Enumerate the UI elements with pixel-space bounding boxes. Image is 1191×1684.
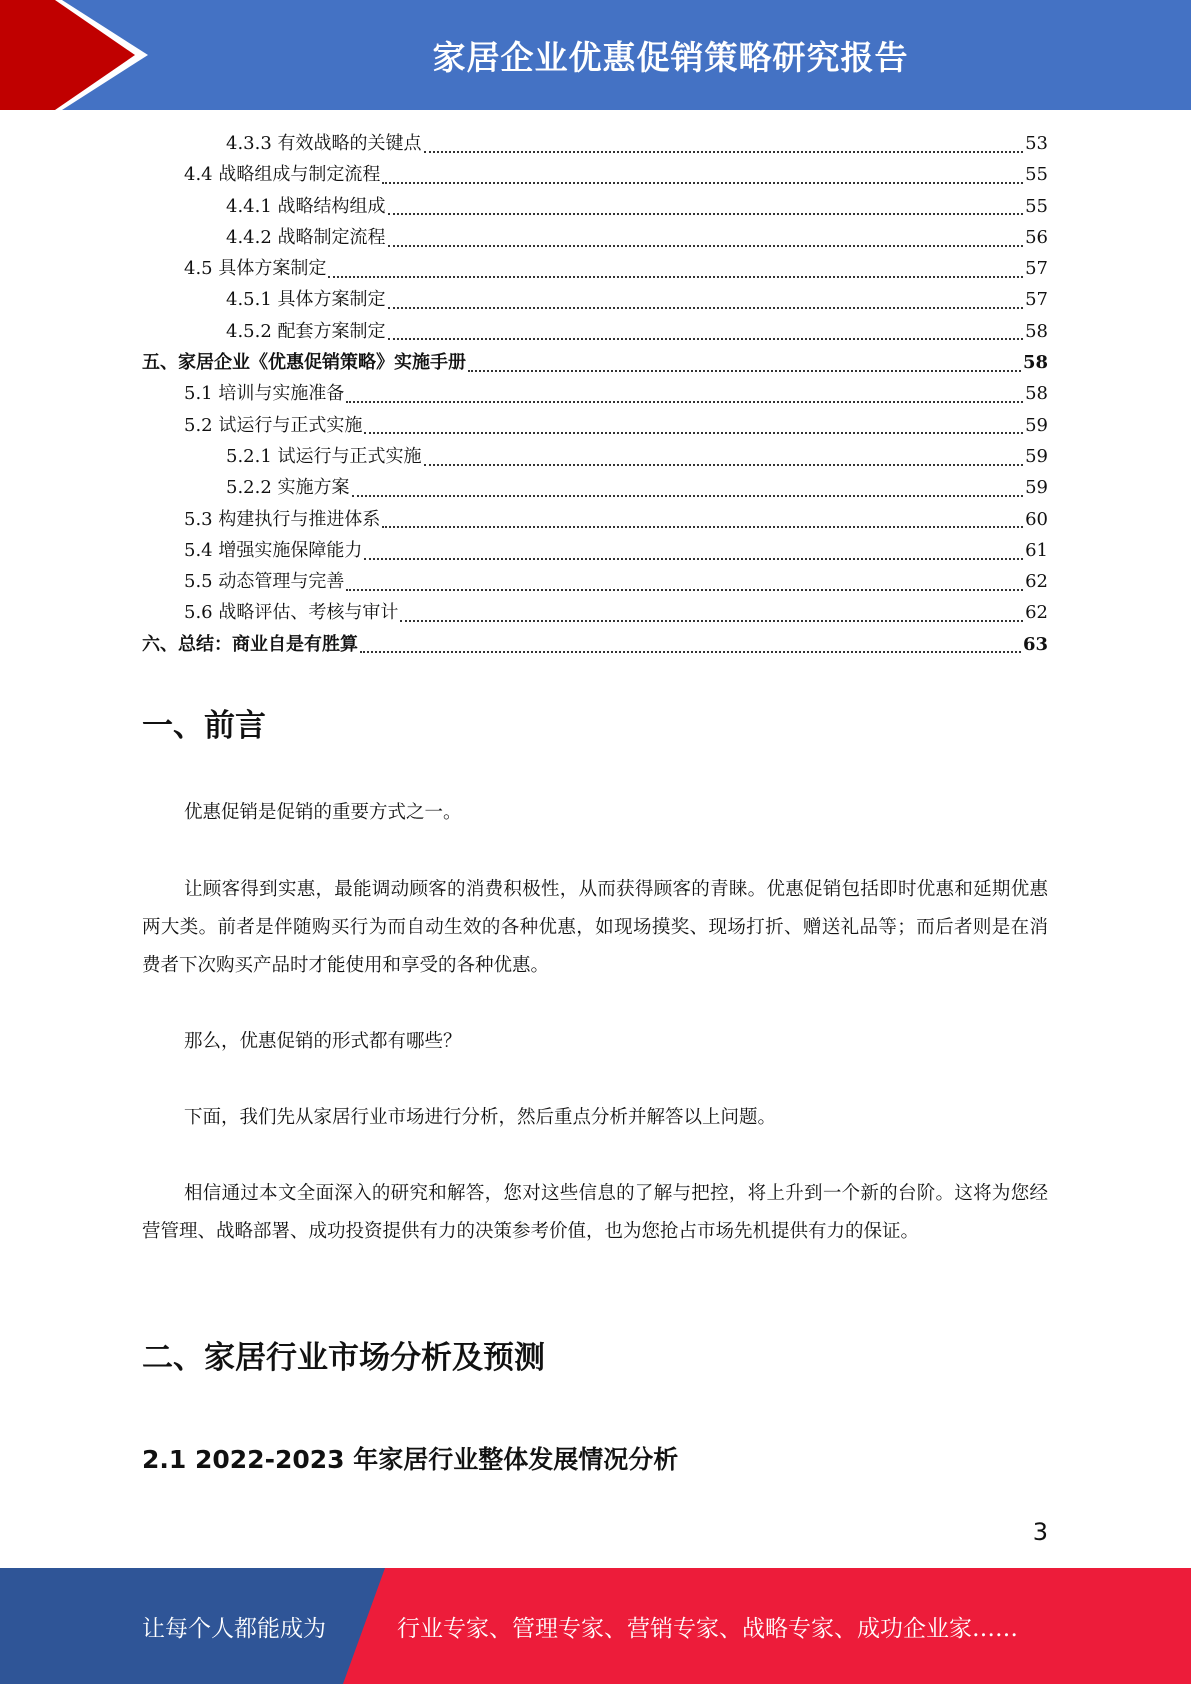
toc-page: 57 bbox=[1025, 289, 1048, 311]
toc-label: 5.6 战略评估、考核与审计 bbox=[184, 602, 399, 624]
page-number: 3 bbox=[1032, 1518, 1048, 1546]
toc-label: 4.3.3 有效战略的关键点 bbox=[226, 133, 422, 154]
paragraph: 让顾客得到实惠，最能调动顾客的消费积极性，从而获得顾客的青睐。优惠促销包括即时优惠和延期优惠两大类。前者是伴随购买行为而自动生效的各种优惠，如现场摸奖、现场打折、赠送礼品等；而后者则是在消费者下次购买产品时才能使用和享受的各种优惠。 bbox=[142, 879, 1048, 976]
toc-leader bbox=[388, 307, 1024, 309]
toc-leader bbox=[364, 432, 1023, 434]
toc-entry[interactable] bbox=[142, 597, 1048, 628]
toc-label: 5.5 动态管理与完善 bbox=[184, 571, 345, 593]
toc-leader bbox=[388, 245, 1024, 247]
toc-label: 4.4 战略组成与制定流程 bbox=[184, 164, 381, 186]
toc-entry[interactable] bbox=[142, 410, 1048, 441]
toc-label: 五、家居企业《优惠促销策略》实施手册 bbox=[142, 352, 466, 374]
toc-entry[interactable] bbox=[142, 191, 1048, 222]
toc-leader bbox=[468, 370, 1021, 372]
toc-leader bbox=[352, 495, 1024, 497]
toc-leader bbox=[424, 464, 1024, 466]
toc-label: 5.4 增强实施保障能力 bbox=[184, 539, 363, 561]
toc-leader bbox=[382, 526, 1023, 528]
toc-leader bbox=[360, 651, 1021, 653]
toc-entry[interactable] bbox=[142, 128, 1048, 159]
toc-label: 4.5.2 配套方案制定 bbox=[226, 320, 386, 342]
toc-entry[interactable] bbox=[142, 347, 1048, 378]
toc-entry[interactable] bbox=[142, 441, 1048, 472]
toc-entry[interactable] bbox=[142, 629, 1048, 660]
toc-label: 六、总结：商业自是有胜算 bbox=[142, 633, 358, 655]
paragraph: 下面，我们先从家居行业市场进行分析，然后重点分析并解答以上问题。 bbox=[184, 1107, 777, 1128]
toc-entry[interactable] bbox=[142, 566, 1048, 597]
toc-page: 56 bbox=[1025, 226, 1048, 248]
toc-label: 5.2.2 实施方案 bbox=[226, 477, 350, 499]
toc-leader bbox=[382, 182, 1023, 184]
toc-entry[interactable] bbox=[142, 316, 1048, 347]
toc-label: 4.5 具体方案制定 bbox=[184, 258, 327, 280]
toc-leader bbox=[364, 558, 1023, 560]
toc-page: 61 bbox=[1025, 539, 1048, 561]
header-banner bbox=[0, 0, 1191, 110]
toc-label: 5.3 构建执行与推进体系 bbox=[184, 508, 381, 530]
toc-label: 5.2.1 试运行与正式实施 bbox=[226, 445, 422, 467]
toc-page: 58 bbox=[1025, 383, 1048, 405]
footer-slogan-left: 让每个人都能成为 bbox=[142, 1615, 326, 1642]
toc-leader bbox=[388, 338, 1024, 340]
toc-entry[interactable] bbox=[142, 535, 1048, 566]
toc-leader bbox=[388, 213, 1024, 215]
paragraph: 那么，优惠促销的形式都有哪些？ bbox=[184, 1031, 462, 1052]
toc-label: 5.1 培训与实施准备 bbox=[184, 383, 345, 405]
toc-leader bbox=[400, 620, 1023, 622]
toc-entry[interactable] bbox=[142, 222, 1048, 253]
toc-leader bbox=[328, 276, 1023, 278]
toc-page: 59 bbox=[1025, 477, 1048, 499]
toc-page: 62 bbox=[1025, 602, 1048, 624]
paragraph: 优惠促销是促销的重要方式之一。 bbox=[184, 802, 462, 823]
paragraph: 相信通过本文全面深入的研究和解答，您对这些信息的了解与把控，将上升到一个新的台阶。这将为您经营管理、战略部署、成功投资提供有力的决策参考价值，也为您抢占市场先机提供有力的保证。 bbox=[142, 1183, 1048, 1242]
toc-page: 57 bbox=[1025, 258, 1048, 280]
toc-page: 55 bbox=[1025, 195, 1048, 217]
toc-leader bbox=[424, 151, 1024, 153]
toc-page: 55 bbox=[1025, 164, 1048, 186]
toc-leader bbox=[346, 589, 1023, 591]
toc-label: 4.4.2 战略制定流程 bbox=[226, 226, 386, 248]
toc-entry[interactable] bbox=[142, 472, 1048, 503]
subsection-heading: 2.1 2022-2023 年家居行业整体发展情况分析 bbox=[142, 1445, 679, 1474]
toc-entry[interactable] bbox=[142, 253, 1048, 284]
section-heading-market: 二、家居行业市场分析及预测 bbox=[142, 1340, 545, 1376]
footer-slogan-right: 行业专家、管理专家、营销专家、战略专家、成功企业家…… bbox=[397, 1615, 1018, 1642]
toc-entry[interactable] bbox=[142, 159, 1048, 190]
toc-page: 62 bbox=[1025, 571, 1048, 593]
toc-label: 4.4.1 战略结构组成 bbox=[226, 195, 386, 217]
toc-page: 63 bbox=[1022, 633, 1048, 655]
toc-page: 60 bbox=[1025, 508, 1048, 530]
footer-banner bbox=[0, 1568, 1191, 1684]
report-title: 家居企业优惠促销策略研究报告 bbox=[432, 37, 909, 77]
toc-page: 59 bbox=[1025, 445, 1048, 467]
toc-label: 5.2 试运行与正式实施 bbox=[184, 414, 363, 436]
toc-page: 59 bbox=[1025, 414, 1048, 436]
toc-entry[interactable] bbox=[142, 504, 1048, 535]
toc-label: 4.5.1 具体方案制定 bbox=[226, 289, 386, 311]
toc-leader bbox=[346, 401, 1023, 403]
toc-page: 58 bbox=[1025, 320, 1048, 342]
section-heading-preface: 一、前言 bbox=[142, 708, 266, 744]
table-of-contents bbox=[142, 128, 1048, 660]
toc-entry[interactable] bbox=[142, 378, 1048, 409]
toc-page: 58 bbox=[1022, 352, 1048, 374]
toc-entry[interactable] bbox=[142, 284, 1048, 315]
toc-page: 53 bbox=[1025, 133, 1048, 154]
